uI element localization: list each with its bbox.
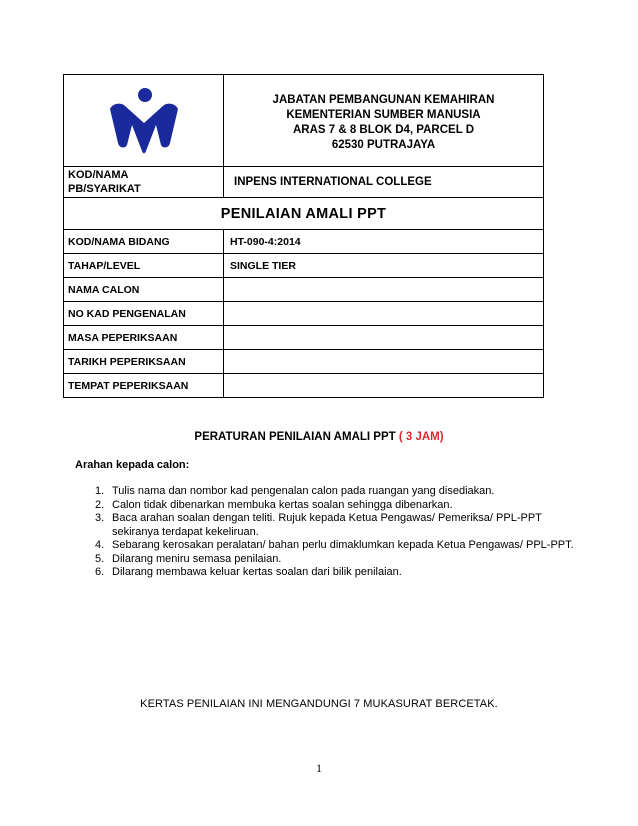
logo-cell [64, 75, 224, 167]
field-value[interactable] [224, 278, 544, 302]
field-row-bidang [64, 230, 544, 254]
field-row-nama-calon [64, 278, 544, 302]
list-item: 3. Baca arahan soalan dengan teliti. Rujuk kepada Ketua Pengawas/ Pemeriksa/ PPL-PPT sekiranya terdapat kekeliruan. [95, 512, 542, 538]
title-row [64, 198, 544, 230]
field-value[interactable] [224, 302, 544, 326]
field-label: NAMA CALON [64, 278, 224, 302]
rules-duration: ( 3 JAM) [398, 431, 444, 443]
page-number: 1 [316, 761, 322, 775]
field-row-tempat [64, 374, 544, 398]
field-row-no-kad [64, 302, 544, 326]
company-row [64, 167, 544, 198]
list-item: 5. Dilarang meniru semasa penilaian. [95, 552, 282, 565]
rules-heading [0, 431, 638, 443]
agency-line-2: KEMENTERIAN SUMBER MANUSIA [286, 108, 481, 121]
field-label: TAHAP/LEVEL [64, 254, 224, 278]
agency-line-4: 62530 PUTRAJAYA [331, 138, 436, 151]
field-label: MASA PEPERIKSAAN [64, 326, 224, 350]
exam-cover-table [63, 74, 544, 398]
company-label: KOD/NAMA PB/SYARIKAT [64, 167, 224, 198]
field-value[interactable] [224, 350, 544, 374]
field-value: HT-090-4:2014 [224, 230, 544, 254]
page-count-note: KERTAS PENILAIAN INI MENGANDUNGI 7 MUKASURAT BERCETAK. [140, 698, 498, 710]
jpk-logo-icon [108, 87, 180, 155]
list-item: 4. Sebarang kerosakan peralatan/ bahan perlu dimaklumkan kepada Ketua Pengawas/ PPL-PPT. [95, 539, 574, 551]
agency-line-1: JABATAN PEMBANGUNAN KEMAHIRAN [272, 93, 495, 106]
agency-address-cell [224, 75, 544, 167]
rules-list [95, 485, 575, 580]
agency-line-3: ARAS 7 & 8 BLOK D4, PARCEL D [292, 123, 475, 136]
list-item: 1. Tulis nama dan nombor kad pengenalan calon pada ruangan yang disediakan. [95, 485, 495, 497]
list-item: 2. Calon tidak dibenarkan membuka kertas soalan sehingga dibenarkan. [95, 498, 453, 511]
field-row-masa [64, 326, 544, 350]
field-label: NO KAD PENGENALAN [64, 302, 224, 326]
field-label: KOD/NAMA BIDANG [64, 230, 224, 254]
rules-heading-text: PERATURAN PENILAIAN AMALI PPT [194, 431, 399, 443]
field-row-tarikh [64, 350, 544, 374]
field-label: TEMPAT PEPERIKSAAN [64, 374, 224, 398]
list-item: 6. Dilarang membawa keluar kertas soalan dari bilik penilaian. [95, 566, 402, 578]
field-label: TARIKH PEPERIKSAAN [64, 350, 224, 374]
field-value: SINGLE TIER [224, 254, 544, 278]
college-name: INPENS INTERNATIONAL COLLEGE [224, 167, 544, 198]
field-row-tahap [64, 254, 544, 278]
field-value[interactable] [224, 326, 544, 350]
header-row [64, 75, 544, 167]
field-value[interactable] [224, 374, 544, 398]
form-title: PENILAIAN AMALI PPT [64, 198, 544, 230]
instructions-label: Arahan kepada calon: [75, 459, 190, 471]
